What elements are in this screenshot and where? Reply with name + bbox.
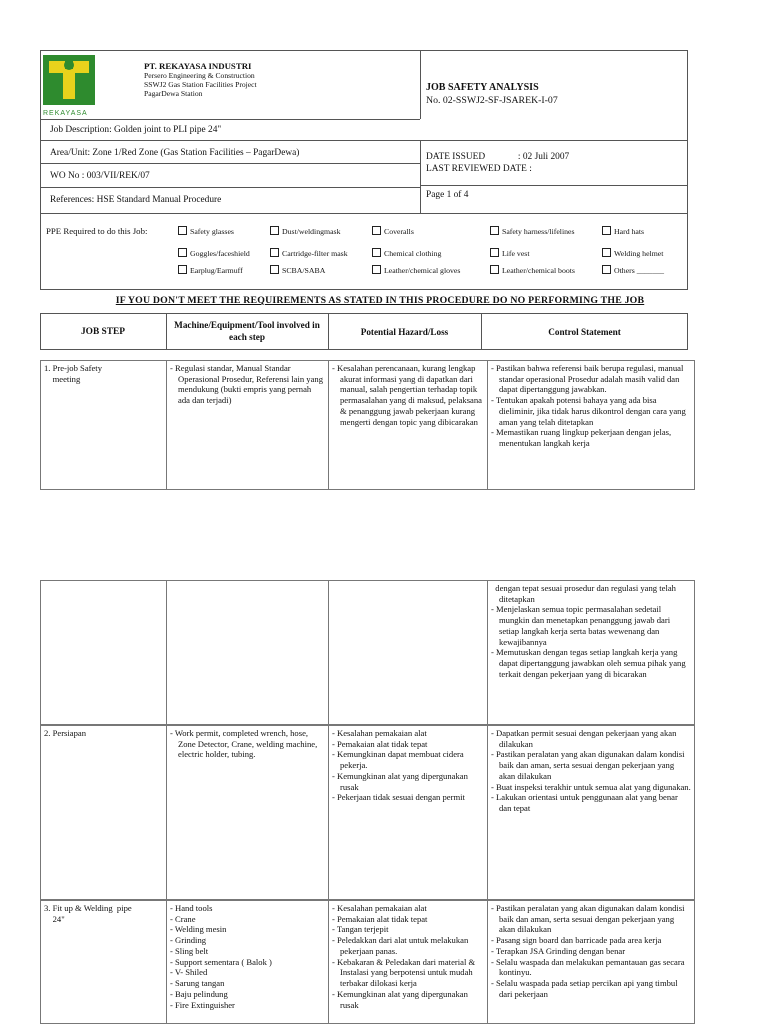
ppe-checkbox-item[interactable] — [602, 265, 664, 275]
checkbox[interactable] — [490, 265, 499, 274]
cell-line: - Memastikan ruang lingkup pekerjaan dengan jelas, menentukan langkah kerja — [491, 427, 674, 449]
cell-line: - Buat inspeksi terakhir untuk semua alat yang digunakan. — [491, 781, 691, 792]
cell-line: - Pemakaian alat tidak tepat — [332, 738, 428, 749]
checkbox[interactable] — [602, 265, 611, 274]
cell-line: - Kebakaran & Peledakan dari material & Instalasi yang berpotensi untuk mudah terbakar dilokasi kerja — [332, 956, 478, 989]
doc-title: JOB SAFETY ANALYSIS — [426, 82, 539, 93]
company-info — [144, 61, 414, 98]
cell-line: - V- Shiled — [170, 967, 208, 978]
divider — [328, 360, 329, 490]
job-description: Job Description: Golden joint to PLI pipe 24" — [50, 125, 222, 135]
cell-line: - Welding mesin — [170, 924, 227, 935]
divider — [420, 50, 421, 119]
divider — [420, 140, 421, 213]
company-line: PagarDewa Station — [144, 89, 203, 99]
page-number: Page 1 of 4 — [426, 190, 469, 200]
cell-hazard — [332, 583, 483, 724]
ppe-item-label: Dust/weldingmask — [282, 227, 341, 236]
cell-control — [491, 903, 691, 1023]
ppe-item-label: SCBA/SABA — [282, 266, 326, 275]
cell-line: - Kemungkinan dapat membuat cidera pekerja. — [332, 749, 466, 771]
ppe-checkbox-item[interactable] — [270, 248, 348, 258]
cell-hazard — [332, 903, 483, 1023]
col-header-step: JOB STEP — [80, 326, 126, 337]
logo-text: REKAYASA — [43, 110, 88, 117]
company-name: PT. REKAYASA INDUSTRI — [144, 61, 252, 71]
divider — [40, 163, 420, 164]
ppe-item-label: Safety harness/lifelines — [502, 227, 575, 236]
cell-line: - Kemungkinan alat yang dipergunakan rusak — [332, 988, 471, 1010]
ppe-item-label: Coveralls — [384, 227, 414, 236]
company-line: SSWJ2 Gas Station Facilities Project — [144, 80, 257, 90]
cell-line: - Pastikan peralatan yang akan digunakan dalam kondisi baik dan aman, serta sesuai dengan pekerjaan yang akan dilakukan — [491, 749, 687, 781]
cell-line: - Kesalahan perencanaan, kurang lengkap akurat informasi yang di dapatkan dari manual, salah pengertian terhadap topik permasalahan yang di maksud, pelaksana & penanggung jawab pekerjaan kurang mengerti dengan topic yang dibicarakan — [332, 363, 485, 427]
last-reviewed: LAST REVIEWED DATE : — [426, 164, 532, 174]
cell-control — [491, 728, 691, 899]
ppe-checkbox-item[interactable] — [270, 265, 325, 275]
cell-control — [491, 583, 691, 724]
cell-line: - Selalu waspada pada setiap percikan api yang timbul dari pekerjaan — [491, 978, 680, 999]
col-header-control: Control Statement — [548, 326, 621, 337]
ppe-item-label: Safety glasses — [190, 227, 234, 236]
cell-step: 2. Persiapan — [44, 728, 87, 738]
cell-line: - Tangan terjepit — [332, 924, 389, 935]
cell-step — [44, 583, 162, 724]
divider — [487, 360, 488, 490]
warning-banner: IF YOU DON'T MEET THE REQUIREMENTS AS STATED IN THIS PROCEDURE DO NO PERFORMING THE JOB — [115, 295, 645, 306]
checkbox[interactable] — [490, 248, 499, 257]
ppe-item-label: Welding helmet — [614, 249, 664, 258]
ppe-checkbox-item[interactable] — [490, 248, 530, 258]
cell-control — [491, 363, 691, 489]
checkbox[interactable] — [490, 226, 499, 235]
divider — [166, 725, 167, 900]
cell-line: dengan tepat sesuai prosedur dan regulasi yang telah ditetapkan — [491, 583, 679, 604]
divider — [328, 900, 329, 1024]
ppe-checkbox-item[interactable] — [270, 226, 340, 236]
checkbox[interactable] — [178, 226, 187, 235]
checkbox[interactable] — [372, 265, 381, 274]
cell-line: - Terapkan JSA Grinding dengan benar — [491, 945, 626, 956]
checkbox[interactable] — [270, 265, 279, 274]
date-issued: DATE ISSUED : 02 Juli 2007 — [426, 152, 570, 162]
cell-line: - Sarung tangan — [170, 978, 225, 989]
references: References: HSE Standard Manual Procedure — [50, 195, 222, 205]
cell-line: - Kesalahan pemakaian alat — [332, 728, 427, 738]
cell-line: - Sling belt — [170, 945, 209, 956]
cell-line: - Selalu waspada dan melakukan pemantauan gas secara kontinyu. — [491, 956, 687, 978]
ppe-item-label: Cartridge-filter mask — [282, 249, 348, 258]
cell-line: - Grinding — [170, 935, 207, 946]
ppe-checkbox-item[interactable] — [372, 226, 414, 236]
cell-line: - Tentukan apakah potensi bahaya yang ada bisa dieliminir, jika tidak harus dikontrol dengan cara yang aman yang telah ditetapkan — [491, 395, 688, 427]
ppe-checkbox-item[interactable] — [372, 265, 460, 275]
divider — [40, 213, 688, 214]
divider — [487, 725, 488, 900]
area-unit: Area/Unit: Zone 1/Red Zone (Gas Station Facilities – PagarDewa) — [50, 148, 300, 158]
divider — [166, 580, 167, 725]
cell-line: - Pastikan bahwa referensi baik berupa regulasi, manual standar operasional Prosedur adalah masih valid dan dapat dipertanggung jawabkan. — [491, 363, 686, 395]
checkbox[interactable] — [372, 248, 381, 257]
cell-line: - Menjelaskan semua topic permasalahan sedetail mungkin dan menetapkan penanggung jawab dari setiap langkah kerja serta batas wewenang dan kewajibannya — [491, 604, 673, 647]
divider — [166, 360, 167, 490]
cell-equipment — [170, 903, 324, 1023]
cell-hazard — [332, 363, 483, 489]
ppe-checkbox-item[interactable] — [602, 226, 644, 236]
divider — [166, 900, 167, 1024]
checkbox[interactable] — [178, 248, 187, 257]
cell-line: - Kemungkinan alat yang dipergunakan rusak — [332, 770, 471, 792]
cell-line: - Hand tools — [170, 903, 213, 913]
cell-line: - Dapatkan permit sesuai dengan pekerjaan yang akan dilakukan — [491, 728, 679, 749]
cell-line: - Pastikan peralatan yang akan digunakan dalam kondisi baik dan aman, serta sesuai dengan pekerjaan yang akan dilakukan — [491, 903, 687, 935]
divider — [40, 119, 420, 120]
ppe-checkbox-item[interactable] — [178, 248, 250, 258]
cell-line: - Pasang sign board dan barricade pada area kerja — [491, 935, 662, 946]
cell-equipment — [170, 583, 324, 724]
divider — [328, 580, 329, 725]
ppe-checkbox-item[interactable] — [178, 226, 234, 236]
col-header-equipment: Machine/Equipment/Tool involved in each step — [174, 320, 320, 342]
divider — [40, 140, 688, 141]
company-logo — [43, 55, 95, 115]
checkbox[interactable] — [178, 265, 187, 274]
cell-equipment — [170, 728, 324, 899]
cell-equipment — [170, 363, 324, 489]
cell-line: - Fire Extinguisher — [170, 999, 235, 1010]
col-header-hazard: Potential Hazard/Loss — [360, 326, 449, 337]
cell-line: - Lakukan orientasi untuk penggunaan alat yang benar dan tepat — [491, 792, 681, 814]
ppe-checkbox-item[interactable] — [490, 265, 575, 275]
cell-line: - Support sementara ( Balok ) — [170, 956, 272, 967]
company-line: Persero Engineering & Construction — [144, 71, 255, 80]
cell-line: - Work permit, completed wrench, hose, Zone Detector, Crane, welding machine, electric holder, tubing. — [170, 728, 322, 760]
cell-line: - Baju pelindung — [170, 988, 228, 999]
ppe-checkbox-item[interactable] — [372, 248, 441, 258]
ppe-item-label: Life vest — [502, 249, 530, 258]
cell-line: - Crane — [170, 913, 196, 924]
checkbox[interactable] — [602, 226, 611, 235]
checkbox[interactable] — [372, 226, 381, 235]
divider — [328, 725, 329, 900]
ppe-checkbox-item[interactable] — [178, 265, 243, 275]
divider — [487, 900, 488, 1024]
ppe-checkbox-item[interactable] — [490, 226, 575, 236]
doc-number: No. 02-SSWJ2-SF-JSAREK-I-07 — [426, 95, 558, 106]
checkbox[interactable] — [270, 248, 279, 257]
ppe-label: PPE Required to do this Job: — [46, 226, 148, 236]
divider — [166, 313, 167, 350]
cell-step: 3. Fit up & Welding pipe 24" — [44, 903, 132, 924]
wo-number: WO No : 003/VII/REK/07 — [50, 171, 150, 181]
ppe-item-label: Earplug/Earmuff — [190, 266, 243, 275]
cell-line: - Regulasi standar, Manual Standar Operasional Prosedur, Referensi lain yang mendukung (bukti empris yang pernah ada dan terjadi) — [170, 363, 326, 406]
ppe-item-label: Leather/chemical boots — [502, 266, 575, 275]
cell-step: 1. Pre-job Safety meeting — [44, 363, 102, 384]
ppe-item-label: Goggles/faceshield — [190, 249, 250, 258]
logo-graphic — [43, 55, 95, 105]
checkbox[interactable] — [270, 226, 279, 235]
cell-line: - Kesalahan pemakaian alat — [332, 903, 427, 913]
ppe-item-label: Others _______ — [614, 266, 665, 275]
divider — [487, 580, 488, 725]
cell-line: - Pemakaian alat tidak tepat — [332, 913, 428, 924]
ppe-checkbox-item[interactable] — [602, 248, 663, 258]
ppe-item-label: Chemical clothing — [384, 249, 442, 258]
ppe-item-label: Hard hats — [614, 227, 645, 236]
cell-line: - Peledakkan dari alat untuk melakukan pekerjaan panas. — [332, 935, 471, 956]
divider — [40, 187, 420, 188]
checkbox[interactable] — [602, 248, 611, 257]
cell-line: - Pekerjaan tidak sesuai dengan permit — [332, 792, 465, 803]
cell-line: - Memutuskan dengan tegas setiap langkah kerja yang dapat dipertanggung jawabkan oleh semua pihak yang terkait dengan pekerjaan yang di bicarakan — [491, 647, 688, 679]
divider — [420, 185, 688, 186]
ppe-item-label: Leather/chemical gloves — [384, 266, 461, 275]
cell-hazard — [332, 728, 483, 899]
